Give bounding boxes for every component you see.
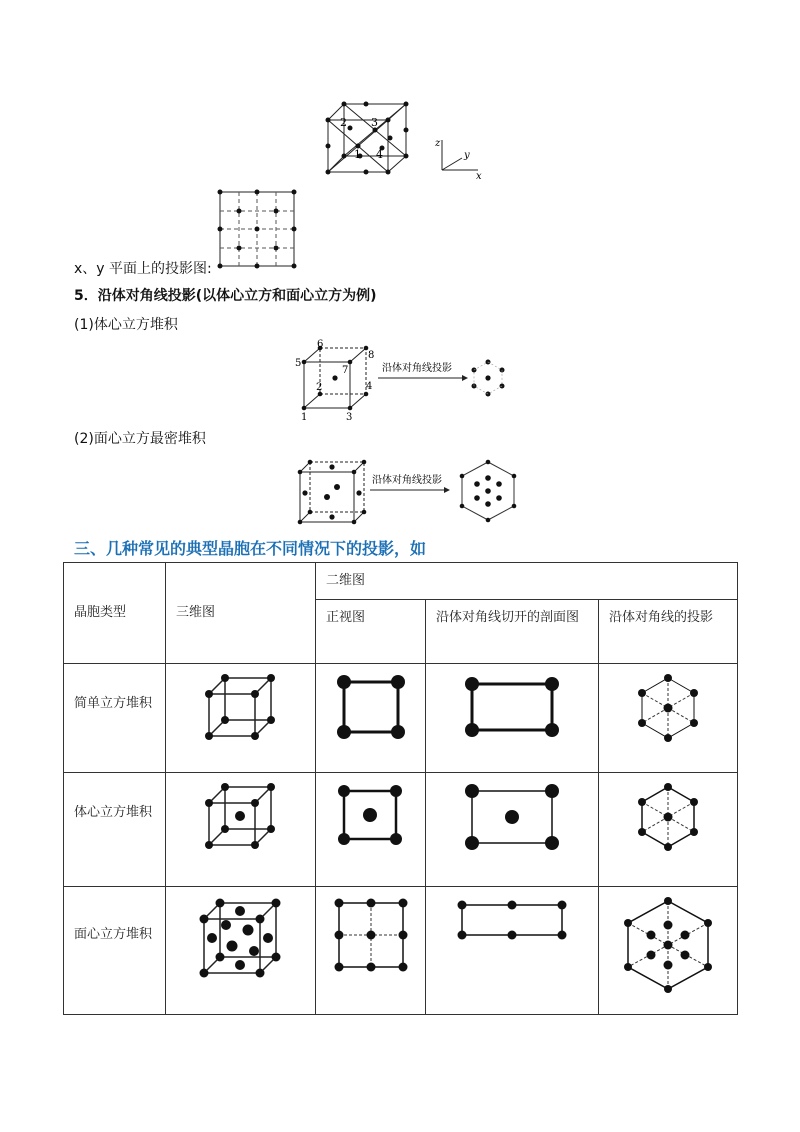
sub2-fcc: (2)面心立方最密堆积 <box>74 431 206 447</box>
header-3d: 三维图 <box>166 563 316 664</box>
row-label-fcc: 面心立方堆积 <box>64 887 166 1015</box>
sc-front-figure <box>316 664 426 773</box>
vertex-label: 1 <box>301 412 308 422</box>
vertex-label: 8 <box>368 350 375 361</box>
axis-label-y: y <box>464 150 470 161</box>
vertex-label: 3 <box>346 412 353 422</box>
diamond-cell-figure <box>320 98 420 180</box>
table-row <box>64 664 738 773</box>
point-label: 4 <box>376 148 383 161</box>
item5-heading: 5．沿体对角线投影(以体心立方和面心立方为例) <box>74 288 377 304</box>
row-label-simple-cubic: 简单立方堆积 <box>64 664 166 773</box>
header-section-view: 沿体对角线切开的剖面图 <box>426 600 599 664</box>
section3-heading: 三、几种常见的典型晶胞在不同情况下的投影，如 <box>74 539 427 558</box>
sub1-bcc: (1)体心立方堆积 <box>74 317 178 333</box>
cell-projection-table <box>63 562 738 1015</box>
point-label: 2 <box>340 116 347 129</box>
bcc-3d-figure <box>166 773 316 887</box>
bcc-diagonal-projection-figure <box>290 338 520 422</box>
fcc-section-figure <box>426 887 599 1015</box>
vertex-label: 2 <box>316 382 323 393</box>
header-cell-type: 晶胞类型 <box>64 563 166 664</box>
sc-3d-figure <box>166 664 316 773</box>
axis-label-x: x <box>476 171 482 180</box>
axis-label-z: z <box>435 138 441 149</box>
sc-section-figure <box>426 664 599 773</box>
header-2d: 二维图 <box>316 563 738 600</box>
arrow-label: 沿体对角线投影 <box>382 363 452 374</box>
header-projection: 沿体对角线的投影 <box>599 600 738 664</box>
vertex-label: 5 <box>295 358 302 369</box>
table-row <box>64 773 738 887</box>
sc-projection-figure <box>599 664 738 773</box>
xy-projection-figure <box>212 186 302 272</box>
table-row <box>64 887 738 1015</box>
vertex-label: 7 <box>342 365 349 376</box>
fcc-front-figure <box>316 887 426 1015</box>
bcc-front-figure <box>316 773 426 887</box>
vertex-label: 4 <box>366 381 373 392</box>
fcc-diagonal-projection-figure <box>290 456 520 526</box>
header-front-view: 正视图 <box>316 600 426 664</box>
bcc-section-figure <box>426 773 599 887</box>
xyz-axes-figure <box>432 132 486 180</box>
bcc-projection-figure <box>599 773 738 887</box>
row-label-bcc: 体心立方堆积 <box>64 773 166 887</box>
point-label: 1 <box>354 148 361 161</box>
arrow-label: 沿体对角线投影 <box>372 475 442 486</box>
fcc-3d-figure <box>166 887 316 1015</box>
vertex-label: 6 <box>317 339 324 350</box>
xy-projection-caption: x、y 平面上的投影图: <box>74 261 212 277</box>
fcc-projection-figure <box>599 887 738 1015</box>
point-label: 3 <box>371 116 378 129</box>
